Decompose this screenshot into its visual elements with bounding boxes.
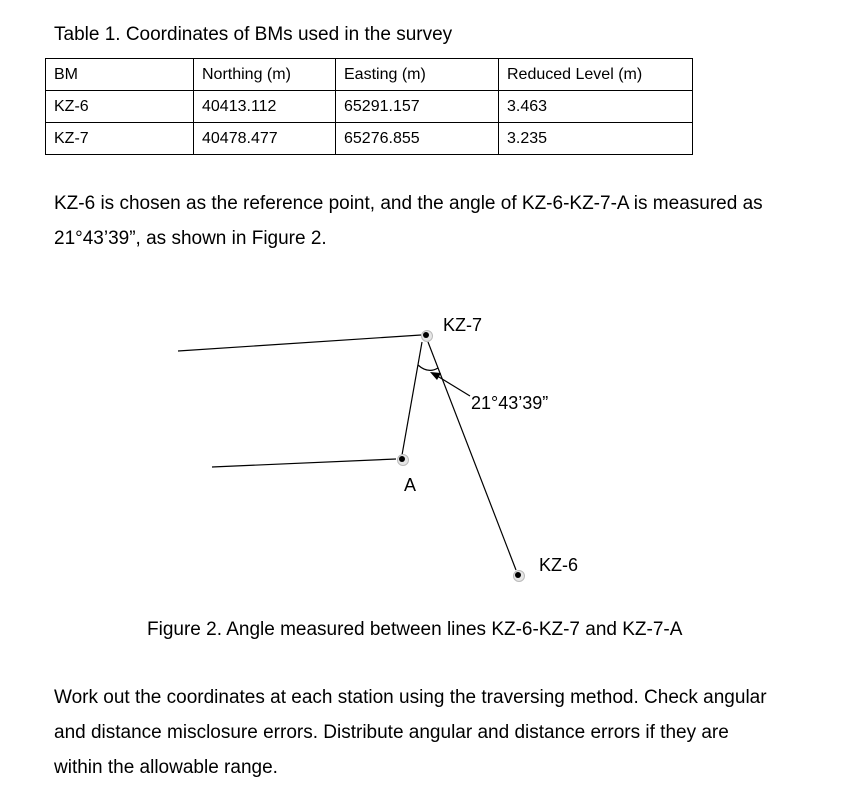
cell-bm: KZ-7 (46, 123, 194, 155)
cell-easting: 65276.855 (336, 123, 499, 155)
station-kz7-marker (422, 331, 433, 342)
station-a-marker (398, 455, 409, 466)
header-easting: Easting (m) (336, 59, 499, 91)
angle-arrow-shaft (434, 374, 470, 396)
label-angle: 21°43’39” (471, 393, 549, 413)
station-kz6-marker (514, 571, 525, 582)
intro-line-2: 21°43’39”, as shown in Figure 2. (54, 228, 327, 249)
figure-caption: Figure 2. Angle measured between lines KZ-6-KZ-7 and KZ-7-A (147, 619, 683, 640)
header-reduced-level: Reduced Level (m) (499, 59, 693, 91)
task-paragraph (54, 680, 834, 785)
cell-northing: 40478.477 (194, 123, 336, 155)
intro-line-1: KZ-6 is chosen as the reference point, and the angle of KZ-6-KZ-7-A is measured as (54, 193, 763, 214)
task-line-3: within the allowable range. (54, 757, 278, 778)
label-kz7: KZ-7 (443, 315, 483, 335)
label-a: A (404, 475, 417, 495)
cell-bm: KZ-6 (46, 91, 194, 123)
angle-arrow-head (430, 372, 441, 380)
header-bm: BM (46, 59, 194, 91)
header-northing: Northing (m) (194, 59, 336, 91)
task-line-1: Work out the coordinates at each station using the traversing method. Check angular (54, 687, 767, 708)
cell-northing: 40413.112 (194, 91, 336, 123)
line-kz7-a (402, 342, 422, 455)
cell-reduced-level: 3.463 (499, 91, 693, 123)
line-kz7-kz6 (428, 342, 516, 570)
table-caption: Table 1. Coordinates of BMs used in the survey (54, 24, 453, 45)
cell-reduced-level: 3.235 (499, 123, 693, 155)
angle-arc (418, 365, 438, 370)
cell-easting: 65291.157 (336, 91, 499, 123)
line-to-kz7-backsight (178, 335, 421, 351)
line-to-a-backsight (212, 459, 396, 467)
task-line-2: and distance misclosure errors. Distribute angular and distance errors if they are (54, 722, 729, 743)
label-kz6: KZ-6 (539, 555, 579, 575)
